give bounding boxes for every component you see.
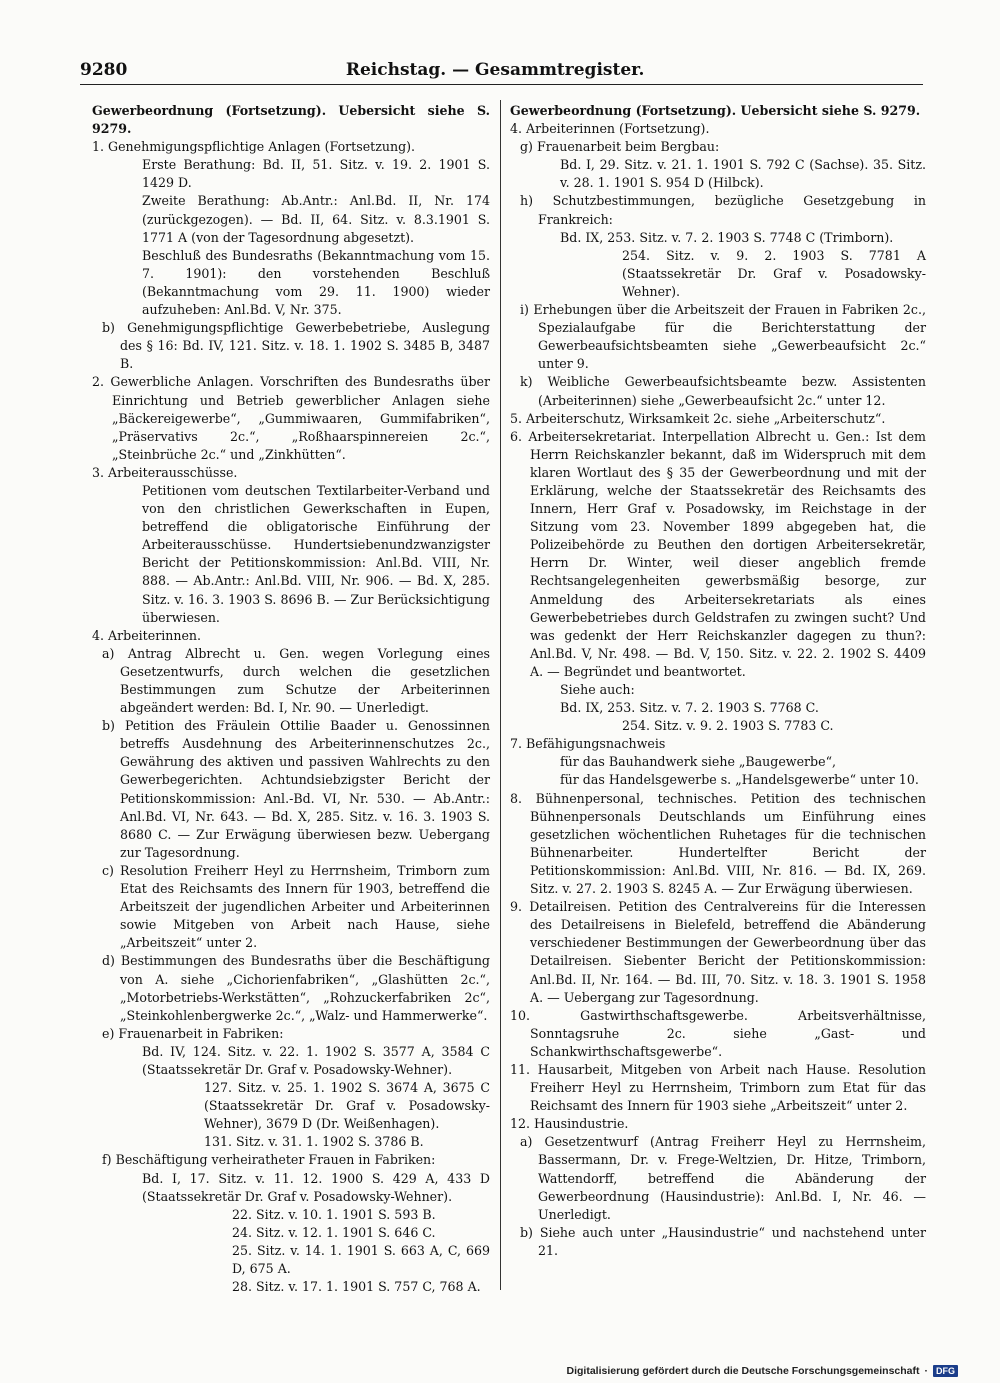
right-column-entry: k) Weibliche Gewerbeaufsichtsbeamte bezw. Assistenten (Arbeiterinnen) siehe „Gewerbeaufsicht 2c.“ unter 12. (520, 374, 926, 408)
left-column-entry: f) Beschäftigung verheiratheter Frauen in Fabriken: (102, 1152, 436, 1168)
right-column-entry: 10. Gastwirthschaftsgewerbe. Arbeitsverhältnisse, Sonntagsruhe 2c. siehe „Gast- und Schankwirthschaftsgewerbe“. (510, 1007, 926, 1059)
right-column-entry: 5. Arbeiterschutz, Wirksamkeit 2c. siehe „Arbeiterschutz“. (510, 410, 886, 426)
footer-credit-text: Digitalisierung gefördert durch die Deutsche Forschungsgemeinschaft (566, 1365, 920, 1377)
right-column-entry: 6. Arbeitersekretariat. Interpellation Albrecht u. Gen.: Ist dem Herrn Reichskanzler bekannt, daß im Widerspruch mit dem klaren Wortlaut des § 35 der Gewerbeordnung und mit der Erklärung, welche der Staatssekretär des Reichsamts des Innern, Herr Graf v. Posadowsky, im Reichstage in der Sitzung vom 23. November 1899 abgegeben hat, die Polizeibehörde zu Beuthen den dortigen Arbeitersekretär, Herrn Dr. Winter, weil dieser angeblich fremde Rechtsangelegenheiten gewerbsmäßig besorge, zur Anmeldung des Arbeitersekretariats als eines Gewerbebetriebes durch Geldstrafen zu zwingen sucht? Und was gedenkt der Herr Reichskanzler dagegen zu thun?: Anl.Bd. V, Nr. 498. — Bd. V, 150. Sitz. v. 22. 2. 1902 S. 4409 A. — Begründet und beantwortet. (510, 428, 926, 679)
column-divider (500, 100, 501, 1290)
left-column-entry: Beschluß des Bundesraths (Bekanntmachung vom 15. 7. 1901): den vorstehenden Beschluß (Bekanntmachung vom 29. 11. 1900) wieder aufzuheben: Anl.Bd. V, Nr. 375. (142, 247, 490, 318)
right-column-entry: 9. Detailreisen. Petition des Centralvereins für die Interessen des Detailreisens in Bielefeld, betreffend die Abänderung verschiedener Bestimmungen der Gewerbeordnung über das Detailreisen. Siebenter Bericht der Petitionskommission: Anl.Bd. II, Nr. 164. — Bd. III, 70. Sitz. v. 18. 3. 1901 S. 1958 A. — Uebergang zur Tagesordnung. (510, 899, 926, 1005)
right-column-entry: 11. Hausarbeit, Mitgeben von Arbeit nach Hause. Resolution Freiherr Heyl zu Herrnsheim, Trimborn zum Etat für das Reichsamt des Innern für 1903 siehe „Arbeitszeit“ unter 2. (510, 1061, 926, 1114)
left-column-entry: Bd. I, 17. Sitz. v. 11. 12. 1900 S. 429 A, 433 D (Staatssekretär Dr. Graf v. Posadowsky-Wehner). (142, 1170, 490, 1204)
left-column-entry: 127. Sitz. v. 25. 1. 1902 S. 3674 A, 3675 C (Staatssekretär Dr. Graf v. Posadowsky-Wehner), 3679 D (Dr. Weißenhagen). (204, 1080, 490, 1132)
right-column-entry: a) Gesetzentwurf (Antrag Freiherr Heyl zu Herrnsheim, Bassermann, Dr. v. Frege-Weltzien, Dr. Hitze, Trimborn, Wattendorff, betreffend die Abänderung der Gewerbeordnung (Hausindustrie): Anl.Bd. I, Nr. 46. — Unerledigt. (520, 1134, 926, 1222)
left-column-entry: Zweite Berathung: Ab.Antr.: Anl.Bd. II, Nr. 174 (zurückgezogen). — Bd. II, 64. Sitz. v. 8.3.1901 S. 1771 A (von der Tagesordnung abgesetzt). (142, 193, 490, 245)
right-column-entry: h) Schutzbestimmungen, bezügliche Gesetzgebung in Frankreich: (520, 193, 926, 227)
right-column-entry: 12. Hausindustrie. (510, 1116, 629, 1132)
left-column-entry: e) Frauenarbeit in Fabriken: (102, 1025, 284, 1041)
right-column-entry: Gewerbeordnung (Fortsetzung). Uebersicht siehe S. 9279. (510, 103, 921, 118)
left-column-entry: Petitionen vom deutschen Textilarbeiter-Verband und von den christlichen Gewerkschaften in Eupen, betreffend die obligatorische Einführung der Arbeiterausschüsse. Hundertsiebenundzwanzigster Bericht der Petitionskommission: Anl.Bd. VIII, Nr. 888. — Ab.Antr.: Anl.Bd. VIII, Nr. 906. — Bd. X, 285. Sitz. v. 16. 3. 1903 S. 8696 B. — Zur Berücksichtigung überwiesen. (142, 482, 490, 625)
running-title: Reichstag. — Gesammtregister. (345, 60, 645, 80)
left-column-entry: 131. Sitz. v. 31. 1. 1902 S. 3786 B. (204, 1134, 424, 1150)
left-column-entry: b) Petition des Fräulein Ottilie Baader u. Genossinnen betreffs Ausdehnung des Arbeiterinnenschutzes 2c., Gewährung des aktiven und passiven Wahlrechts zu den Gewerbegerichten. Achtundsiebzigster Bericht der Petitionskommission: Anl.-Bd. VI, Nr. 530. — Ab.Antr.: Anl.Bd. VI, Nr. 643. — Bd. X, 285. Sitz. v. 16. 3. 1903 S. 8680 C. — Zur Erwägung überwiesen bezw. Uebergang zur Tagesordnung. (102, 718, 490, 860)
right-column-entry: Bd. IX, 253. Sitz. v. 7. 2. 1903 S. 7748 C (Trimborn). (560, 229, 894, 245)
left-column-entry: 4. Arbeiterinnen. (92, 627, 202, 643)
right-column-entry: 8. Bühnenpersonal, technisches. Petition des technischen Bühnenpersonals Deutschlands um Einführung eines gesetzlichen wöchentlichen Ruhetages für die technischen Bühnenarbeiter. Hundertelfter Bericht der Petitionskommission: Anl.Bd. VIII, Nr. 816. — Bd. IX, 269. Sitz. v. 27. 2. 1903 S. 8245 A. — Zur Erwägung überwiesen. (510, 790, 926, 897)
right-column-entry: Bd. IX, 253. Sitz. v. 7. 2. 1903 S. 7768 C. (560, 700, 819, 716)
left-column-entry: Gewerbeordnung (Fortsetzung). Uebersicht siehe S. 9279. (92, 103, 490, 137)
left-column-entry: 25. Sitz. v. 14. 1. 1901 S. 663 A, C, 669 D, 675 A. (232, 1242, 490, 1276)
left-column-entry: 3. Arbeiterausschüsse. (92, 464, 238, 480)
left-column-entry: d) Bestimmungen des Bundesraths über die Beschäftigung von A. siehe „Cichorienfabriken“, „Glashütten 2c.“, „Motorbetriebs-Werkstätten“, „Rohzuckerfabriken 2c“, „Steinkohlenbergwerke 2c.“, „Walz- und Hammerwerke“. (102, 953, 490, 1023)
right-column-entry: i) Erhebungen über die Arbeitszeit der Frauen in Fabriken 2c., Spezialaufgabe für die Berichterstattung der Gewerbeaufsichtsbeamten siehe „Gewerbeaufsicht 2c.“ unter 9. (520, 302, 926, 372)
left-column-entry: 1. Genehmigungspflichtige Anlagen (Fortsetzung). (92, 139, 416, 155)
left-column (92, 102, 490, 1296)
left-column-entry: Erste Berathung: Bd. II, 51. Sitz. v. 19. 2. 1901 S. 1429 D. (142, 157, 490, 191)
right-column-entry: Siehe auch: (560, 682, 635, 697)
right-column-entry: 254. Sitz. v. 9. 2. 1903 S. 7783 C. (622, 718, 834, 734)
left-column-entry: c) Resolution Freiherr Heyl zu Herrnsheim, Trimborn zum Etat des Reichsamts des Innern für 1903, betreffend die Arbeitszeit der jugendlichen Arbeiter und Arbeiterinnen sowie Mitgeben von Arbeit nach Hause, siehe „Arbeitszeit“ unter 2. (102, 862, 490, 951)
page-number: 9280 (80, 60, 128, 80)
right-column-entry: 254. Sitz. v. 9. 2. 1903 S. 7781 A (Staatssekretär Dr. Graf v. Posadowsky-Wehner). (622, 247, 926, 299)
right-column-entry: für das Handelsgewerbe s. „Handelsgewerbe“ unter 10. (560, 772, 919, 788)
right-column-entry: 4. Arbeiterinnen (Fortsetzung). (510, 121, 710, 137)
left-column-entry: b) Genehmigungspflichtige Gewerbebetriebe, Auslegung des § 16: Bd. IV, 121. Sitz. v. 18. 1. 1902 S. 3485 B, 3487 B. (102, 320, 490, 372)
right-column-entry: g) Frauenarbeit beim Bergbau: (520, 139, 720, 155)
right-column-entry: b) Siehe auch unter „Hausindustrie“ und nachstehend unter 21. (520, 1224, 926, 1258)
left-column-entry: 2. Gewerbliche Anlagen. Vorschriften des Bundesraths über Einrichtung und Betrieb gewerblicher Anlagen siehe „Bäckereigewerbe“, „Gummiwaaren, Gummifabriken“, „Präservativs 2c.“, „Roßhaarspinnereien 2c.“, „Steinbrüche 2c.“ und „Zinkhütten“. (92, 374, 490, 462)
right-column (510, 102, 926, 1260)
left-column-entry: 24. Sitz. v. 12. 1. 1901 S. 646 C. (232, 1224, 436, 1240)
right-column-entry: Bd. I, 29. Sitz. v. 21. 1. 1901 S. 792 C (Sachse). 35. Sitz. v. 28. 1. 1901 S. 954 D (Hilbck). (560, 157, 926, 191)
left-column-entry: 22. Sitz. v. 10. 1. 1901 S. 593 B. (232, 1206, 436, 1222)
dfg-logo-icon: DFG (933, 1365, 958, 1377)
left-column-entry: 28. Sitz. v. 17. 1. 1901 S. 757 C, 768 A. (232, 1279, 481, 1295)
footer-credit: Digitalisierung gefördert durch die Deutsche Forschungsgemeinschaft · DFG (567, 1365, 958, 1377)
left-column-entry: Bd. IV, 124. Sitz. v. 22. 1. 1902 S. 3577 A, 3584 C (Staatssekretär Dr. Graf v. Posadowsky-Wehner). (142, 1043, 490, 1077)
right-column-entry: 7. Befähigungsnachweis (510, 736, 666, 752)
page-header (80, 60, 923, 85)
right-column-entry: für das Bauhandwerk siehe „Baugewerbe“, (560, 754, 837, 770)
left-column-entry: a) Antrag Albrecht u. Gen. wegen Vorlegung eines Gesetzentwurfs, durch welchen die gesetzlichen Bestimmungen zum Schutze der Arbeiterinnen abgeändert werden: Bd. I, Nr. 90. — Unerledigt. (102, 645, 490, 716)
